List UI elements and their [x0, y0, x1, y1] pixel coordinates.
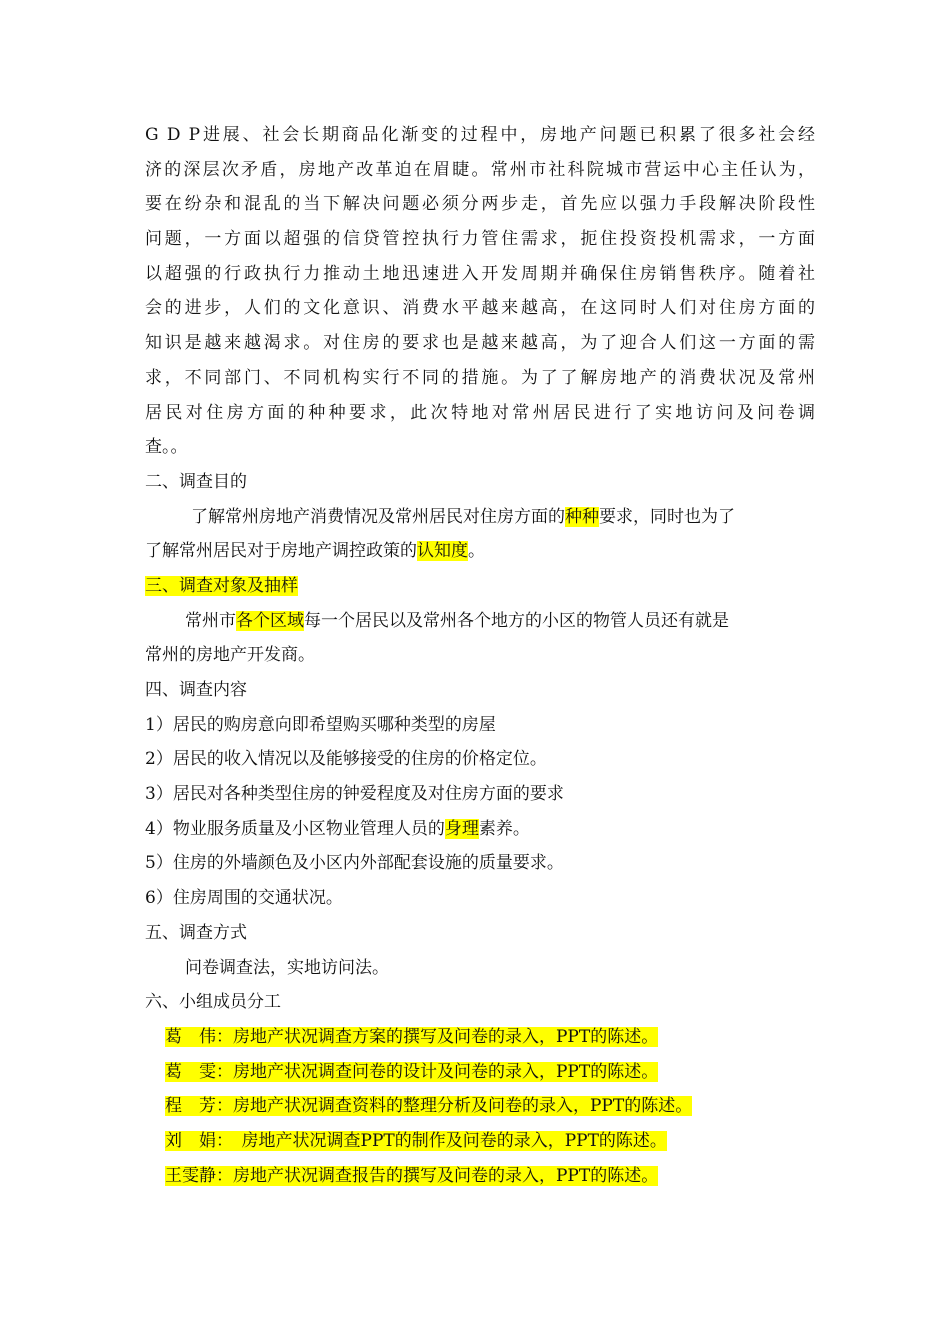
intro-line: 查。。 [145, 437, 188, 458]
intro-line: 求，不同部门、不同机构实行不同的措施。为了了解房地产的消费状况及常州 [145, 367, 815, 388]
text-run: 要求，同时也为了 [599, 506, 735, 527]
list-item: 2）居民的收入情况以及能够接受的住房的价格定位。 [145, 749, 547, 770]
intro-line: 问题，一方面以超强的信贷管控执行力管住需求，扼住投资投机需求，一方面 [145, 229, 815, 250]
member-line [145, 1089, 815, 1124]
section-heading: 五、调查方式 [145, 922, 247, 943]
member-line [145, 1020, 815, 1055]
section-heading: 六、小组成员分工 [145, 992, 281, 1013]
paragraph-line [145, 604, 815, 639]
intro-line: 会的进步，人们的文化意识、消费水平越来越高，在这同时人们对住房方面的 [145, 298, 815, 319]
highlighted-heading: 三、调查对象及抽样 [145, 575, 298, 596]
text-run: 。 [468, 541, 485, 562]
highlighted-text: 葛 伟：房地产状况调查方案的撰写及问卷的录入，PPT的陈述。 [165, 1026, 659, 1047]
intro-line: 居民对住房方面的种种要求，此次特地对常州居民进行了实地访问及问卷调 [145, 402, 815, 423]
paragraph-line [145, 500, 815, 535]
text-run: 4）物业服务质量及小区物业管理人员的 [145, 818, 445, 839]
highlighted-text: 各个区域 [236, 610, 304, 631]
document-body [145, 118, 815, 1193]
paragraph-line: 问卷调查法，实地访问法。 [185, 957, 389, 978]
highlighted-text: 王雯静：房地产状况调查报告的撰写及问卷的录入，PPT的陈述。 [165, 1165, 659, 1186]
text-run: 了解常州居民对于房地产调控政策的 [145, 541, 417, 562]
highlighted-text: 刘 娟： 房地产状况调查PPT的制作及问卷的录入，PPT的陈述。 [165, 1130, 667, 1151]
text-run: 常州市 [185, 610, 236, 631]
highlighted-text: 身理 [444, 818, 479, 839]
member-line [145, 1159, 815, 1194]
intro-line: G D P进展、社会长期商品化渐变的过程中，房地产问题已积累了很多社会经 [145, 125, 815, 145]
list-item: 3）居民对各种类型住房的钟爱程度及对住房方面的要求 [145, 784, 564, 805]
paragraph-line [145, 534, 815, 569]
intro-line: 济的深层次矛盾，房地产改革迫在眉睫。常州市社科院城市营运中心主任认为， [145, 159, 815, 180]
highlighted-text: 程 芳：房地产状况调查资料的整理分析及问卷的录入，PPT的陈述。 [165, 1096, 693, 1117]
highlighted-text: 种种 [565, 506, 599, 527]
member-line [145, 1124, 815, 1159]
list-item [145, 812, 815, 847]
text-run: 每一个居民以及常州各个地方的小区的物管人员还有就是 [304, 610, 729, 631]
paragraph-line: 常州的房地产开发商。 [145, 645, 315, 666]
intro-line: 以超强的行政执行力推动土地迅速进入开发周期并确保住房销售秩序。随着社 [145, 263, 815, 284]
intro-line: 知识是越来越渴求。对住房的要求也是越来越高，为了迎合人们这一方面的需 [145, 333, 815, 354]
list-item: 6）住房周围的交通状况。 [145, 888, 343, 909]
text-run: 素养。 [478, 818, 530, 839]
section-heading: 二、调查目的 [145, 471, 247, 492]
list-item: 5）住房的外墙颜色及小区内外部配套设施的质量要求。 [145, 853, 564, 874]
highlighted-text: 葛 雯：房地产状况调查问卷的设计及问卷的录入，PPT的陈述。 [165, 1061, 659, 1082]
section-heading: 四、调查内容 [145, 680, 247, 700]
intro-line: 要在纷杂和混乱的当下解决问题必须分两步走，首先应以强力手段解决阶段性 [145, 194, 815, 215]
text-run: 了解常州房地产消费情况及常州居民对住房方面的 [191, 506, 565, 527]
section-heading [145, 569, 815, 604]
highlighted-text: 认知度 [417, 541, 468, 562]
list-item: 1）居民的购房意向即希望购买哪种类型的房屋 [145, 714, 496, 735]
member-line [145, 1055, 815, 1090]
